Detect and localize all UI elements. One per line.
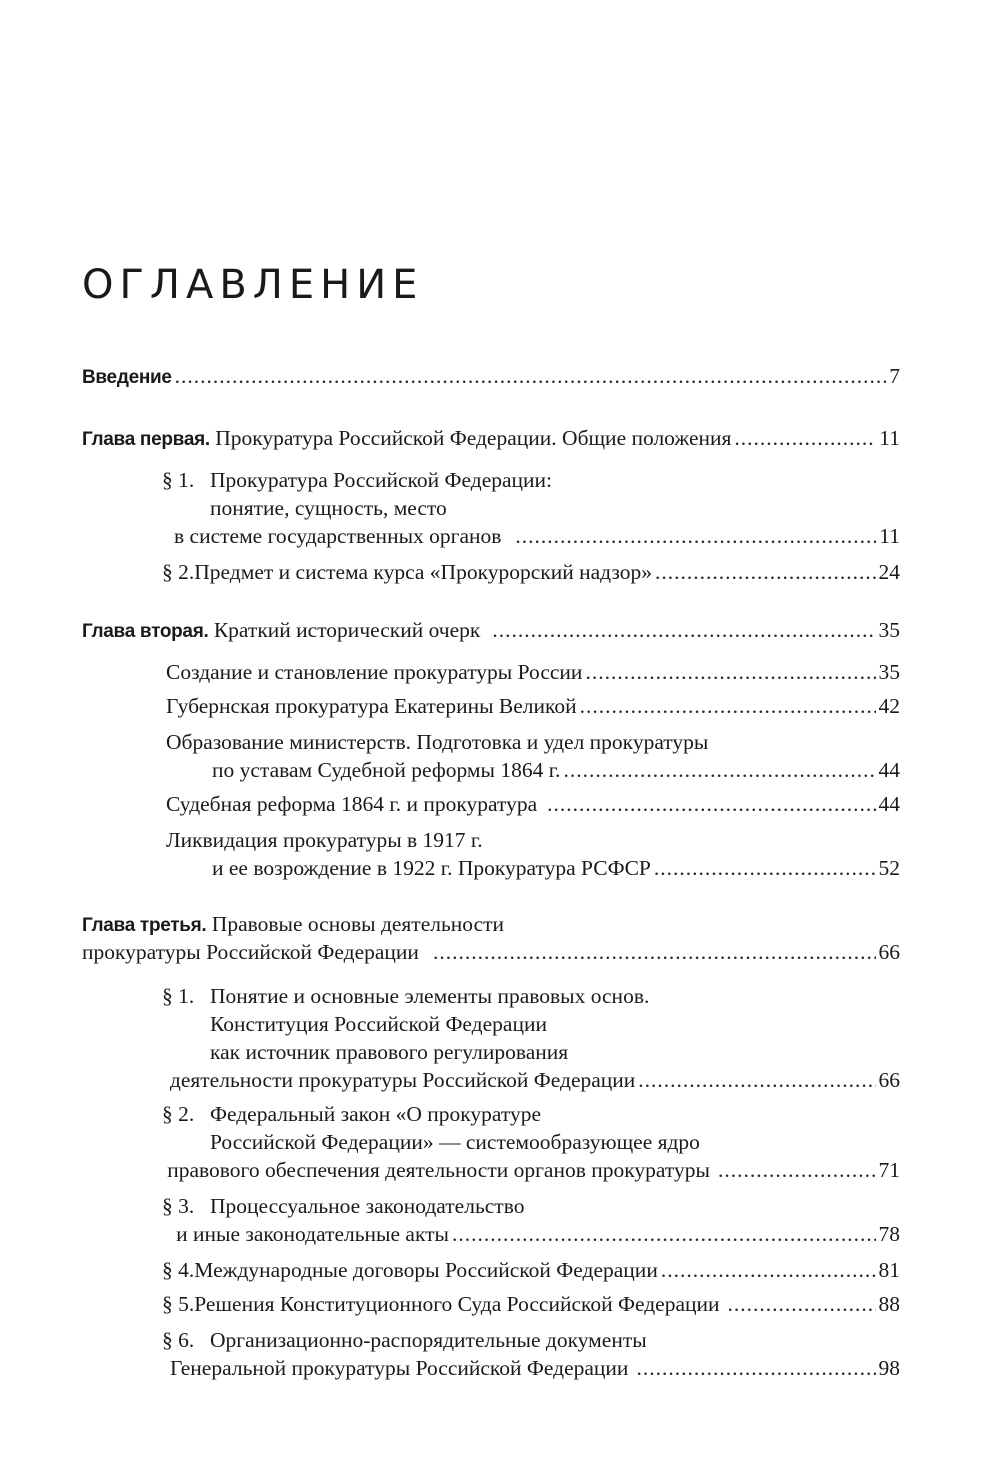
- leader-dots: [515, 522, 876, 550]
- leader-dots: [734, 424, 876, 452]
- chapter-title: Правовые основы деятельности: [211, 912, 505, 936]
- item-title-line: Судебная реформа 1864 г. и прокуратура: [166, 792, 538, 816]
- leader-dots: [585, 658, 875, 686]
- toc-intro-label: Введение: [82, 367, 172, 388]
- leader-dots: [728, 1290, 876, 1318]
- section-title-line: Понятие и основные элементы правовых основ.: [210, 984, 650, 1008]
- section-number: § 3.: [162, 1194, 195, 1218]
- toc-item-2-2[interactable]: [166, 692, 900, 720]
- leader-dots: [661, 1256, 876, 1284]
- page-number: 44: [878, 792, 900, 816]
- chapter-prefix: Глава третья.: [82, 915, 207, 936]
- toc-item-2-3[interactable]: [166, 728, 900, 784]
- page-title: ОГЛАВЛЕНИЕ: [82, 262, 424, 308]
- section-number: § 2.: [162, 1102, 195, 1126]
- section-number: § 4.: [162, 1258, 195, 1282]
- toc-item-2-4[interactable]: [166, 790, 900, 818]
- toc-section-3-5[interactable]: [162, 1290, 900, 1318]
- item-title-line: по уставам Судебной реформы 1864 г.: [212, 758, 561, 782]
- leader-dots: [655, 558, 876, 586]
- toc-entry-intro[interactable]: [82, 362, 900, 390]
- chapter-title: Прокуратура Российской Федерации. Общие положения: [215, 426, 732, 450]
- leader-dots: [564, 756, 876, 784]
- page-number: 81: [878, 1258, 900, 1282]
- leader-dots: [433, 938, 876, 966]
- page-number: 71: [878, 1158, 900, 1182]
- section-title-line: понятие, сущность, место: [210, 496, 447, 520]
- section-title-line: в системе государственных органов: [174, 524, 502, 548]
- toc-chapter-2[interactable]: [82, 616, 900, 644]
- leader-dots: [718, 1156, 876, 1184]
- leader-dots: [638, 1066, 875, 1094]
- page-number: 66: [878, 940, 900, 964]
- section-title-line: Процессуальное законодательство: [210, 1194, 525, 1218]
- toc-item-2-1[interactable]: [166, 658, 900, 686]
- leader-dots: [636, 1354, 875, 1382]
- section-number: § 1.: [162, 468, 195, 492]
- toc-section-3-6[interactable]: [162, 1326, 900, 1382]
- page-number: 66: [878, 1068, 900, 1092]
- chapter-title-line: прокуратуры Российской Федерации: [82, 940, 419, 964]
- section-title-line: Прокуратура Российской Федерации:: [210, 468, 553, 492]
- section-number: § 2.: [162, 560, 195, 584]
- section-title-line: Российской Федерации» — системообразующее ядро: [210, 1130, 700, 1154]
- item-title-line: Ликвидация прокуратуры в 1917 г.: [166, 828, 483, 852]
- section-title-line: Организационно-распорядительные документы: [210, 1328, 647, 1352]
- page-number: 24: [878, 560, 900, 584]
- section-title-line: Федеральный закон «О прокуратуре: [210, 1102, 542, 1126]
- toc-chapter-3[interactable]: [82, 910, 900, 966]
- toc-section-1-1[interactable]: [162, 466, 900, 550]
- leader-dots: [175, 362, 887, 390]
- section-number: § 6.: [162, 1328, 195, 1352]
- toc-section-3-2[interactable]: [162, 1100, 900, 1184]
- section-number: § 5.: [162, 1292, 195, 1316]
- page-number: 35: [878, 618, 900, 642]
- section-title-line: Генеральной прокуратуры Российской Федерации: [169, 1356, 629, 1380]
- leader-dots: [452, 1220, 876, 1248]
- page-number: 44: [878, 758, 900, 782]
- page-number: 7: [889, 364, 900, 388]
- chapter-prefix: Глава первая.: [82, 429, 210, 450]
- page-number: 35: [878, 660, 900, 684]
- section-title-line: Международные договоры Российской Федерации: [194, 1258, 658, 1282]
- section-title-line: Конституция Российской Федерации: [210, 1012, 547, 1036]
- leader-dots: [580, 692, 876, 720]
- leader-dots: [547, 790, 875, 818]
- leader-dots: [492, 616, 875, 644]
- toc-section-1-2[interactable]: [162, 558, 900, 586]
- toc-item-2-5[interactable]: [166, 826, 900, 882]
- item-title-line: и ее возрождение в 1922 г. Прокуратура РСФСР: [212, 856, 651, 880]
- section-title-line: Решения Конституционного Суда Российской Федерации: [194, 1292, 720, 1316]
- toc-section-3-3[interactable]: [162, 1192, 900, 1248]
- leader-dots: [654, 854, 876, 882]
- chapter-prefix: Глава вторая.: [82, 621, 209, 642]
- item-title-line: Создание и становление прокуратуры России: [166, 660, 583, 684]
- item-title-line: Губернская прокуратура Екатерины Великой: [166, 694, 577, 718]
- chapter-title: Краткий исторический очерк: [213, 618, 481, 642]
- page-number: 11: [879, 524, 900, 548]
- toc-section-3-4[interactable]: [162, 1256, 900, 1284]
- page-number: 78: [878, 1222, 900, 1246]
- page-number: 11: [879, 426, 900, 450]
- section-title-line: как источник правового регулирования: [210, 1040, 569, 1064]
- section-title-line: деятельности прокуратуры Российской Федерации: [169, 1068, 636, 1092]
- toc-chapter-1[interactable]: [82, 424, 900, 452]
- item-title-line: Образование министерств. Подготовка и удел прокуратуры: [166, 730, 709, 754]
- section-title-line: Предмет и система курса «Прокурорский надзор»: [194, 560, 652, 584]
- page-number: 88: [878, 1292, 900, 1316]
- section-title-line: правового обеспечения деятельности органов прокуратуры: [167, 1158, 710, 1182]
- page-number: 52: [878, 856, 900, 880]
- section-number: § 1.: [162, 984, 195, 1008]
- page-number: 98: [878, 1356, 900, 1380]
- section-title-line: и иные законодательные акты: [176, 1222, 449, 1246]
- page-number: 42: [878, 694, 900, 718]
- toc-section-3-1[interactable]: [162, 982, 900, 1094]
